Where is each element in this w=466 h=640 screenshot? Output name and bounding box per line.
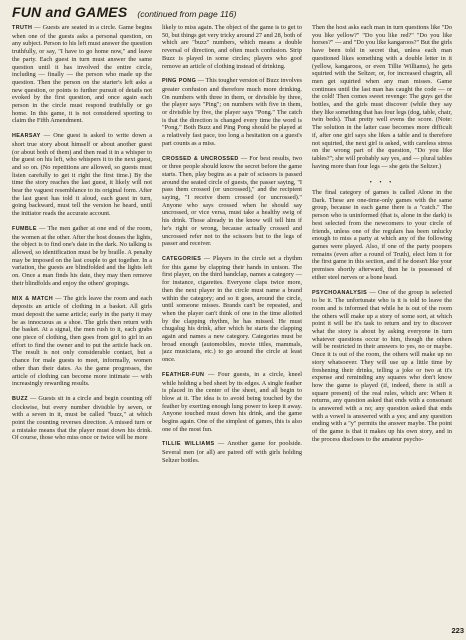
- game-name: MIX & MATCH: [12, 295, 54, 302]
- paragraph: [12, 395, 152, 442]
- paragraph-text: Then the host asks each man in turn questions like "Do you like yellow?" "Do you like red?" "Do you like horses?" — and "Do you like kangaroos?" But the girls have been told in secret that, unless each man questioned likes something with a double letter in it (yellow, kangaroos, or even Tillie Williams), he gets squirted with the Seltzer, or, for increased chagrin, all men get squirted when any man misses. Game continues until the last man has caught the code — or the cold! Then comes sweet revenge: The guys get the bottles, and the girls must discover (while they say they like something that has four legs (dog, table, chair, twin beds). That pretty well evens the score. (Note: The solution in the latter case becomes more difficult if, after one girl says she likes a table and is therefore not squirted, the next girl is asked, with careless stress on the wrong part of the question, "Do you like tables?"; she will probably say yes, and — plural tables having more than four legs — she gets the Seltzer.): [312, 24, 452, 170]
- paragraph: [162, 255, 302, 364]
- game-name: BUZZ: [12, 395, 28, 402]
- paragraph-gap: [12, 125, 152, 132]
- paragraph-gap: [162, 148, 302, 155]
- paragraph-text: — One of the group is selected to be it. The unfortunate who is it is told to leave the room and is informed that while he is out of the room the others will make up a story of some sort, at which point it will be it's task to return and try to discover what the story is about by asking everyone in turn whatever questions occur to him, though the others will be restricted in their answers to yes, no or maybe. Once it is out of the room, the others will make up no story whatsoever. They will use up a little time by freshening their drinks, telling a joke or two at it's expense and reminding any squares who don't know how the game is played (if, indeed, there is still a square present) of the real rules, which are: When it returns, any question asked that ends with a consonant is answered with a no; any question asked that ends with a vowel is answered with a yes; and any question ending with a "y" permits the answer maybe. The point of the game is that it makes up his own story, and in the process discloses to the amateur psycho-: [312, 288, 452, 443]
- paragraph: [12, 295, 152, 388]
- paragraph-gap: [162, 364, 302, 371]
- paragraph-gap: [162, 70, 302, 77]
- paragraph-text: — Guests are seated in a circle. Game begins when one of the guests asks a personal question, on any subject. Person to his left must answer the question truthfully, or say, "I have to go home now," and leave the party. Each guest in turn must answer the same question until it has involved the entire circle, including — finally — the person who made up the question. Then the person on the starter's left asks a new question, or points to further pursuit of details not evoked by the first question, and once again each person in the circle must respond truthfully or go home. In this game, it is not considered sporting to claim the Fifth Amendment.: [12, 24, 152, 125]
- paragraph: [162, 24, 302, 70]
- page-number: 223: [451, 626, 464, 635]
- game-name: CROSSED & UNCROSSED: [162, 155, 239, 162]
- paragraph: [162, 155, 302, 248]
- paragraph-gap: [162, 433, 302, 440]
- game-name: PSYCHOANALYSIS: [312, 289, 368, 296]
- column-middle: [162, 24, 302, 634]
- paragraph: [312, 24, 452, 170]
- page-title: FUN and GAMES: [12, 4, 128, 20]
- paragraph: [12, 225, 152, 288]
- article-columns: [12, 24, 452, 634]
- paragraph: [162, 77, 302, 147]
- game-name: PING PONG: [162, 78, 197, 85]
- paragraph-text: — Another game for poolside. Several men (or all) are paired off with girls holding Seltzer bottles.: [162, 440, 302, 464]
- paragraph-text: — The girls leave the room and each deposits an article of clothing in a basket. All girls must deposit the same article; early in the party it may be as innocuous as a shoe. The girls then return with the basket. At a signal, the men rush to it, each grabs one piece of clothing, then goes from girl to girl in an effort to find the owner and to put the article back on. The result is not only considerable contact, but a chance for male guests to meet, informally, women other than their dates. As the game progresses, the article of clothing can become more intimate — with increasingly rewarding results.: [12, 294, 152, 388]
- game-name: CATEGORIES: [162, 255, 202, 262]
- paragraph-text: — The men gather at one end of the room, the women at the other. After the host douses the lights, the object is to find one's date in the dark. No talking is allowed, so identification must be by braille. A penalty may be imposed on the last couple to get together. In a variation, the guests are blindfolded and the lights left on. Once a man finds his date, they may then remove their blindfolds and enjoy the others' gropings.: [12, 224, 152, 287]
- paragraph: [162, 440, 302, 464]
- paragraph: [162, 371, 302, 434]
- paragraph-text: — Four guests, in a circle, kneel while holding a bed sheet by its edges. A single feather is placed in the center of the sheet, and all begin to blow at it. The idea is to avoid being touched by the feather by exerting enough lung power to keep it away. Anyone touched must down his drink, and the game begins again. One of the simplest of games, this is also one of the most fun.: [162, 370, 302, 433]
- paragraph-gap: [162, 248, 302, 255]
- section-divider: • • •: [369, 179, 395, 187]
- game-name: FEATHER-FUN: [162, 371, 205, 378]
- paragraph-gap: [12, 218, 152, 225]
- paragraph: [12, 132, 152, 218]
- game-name: TRUTH: [12, 25, 33, 31]
- game-name: HEARSAY: [12, 133, 41, 140]
- game-name: TILLIE WILLIAMS: [162, 441, 215, 448]
- continued-note: (continued from page 116): [137, 9, 237, 19]
- column-right: [312, 24, 452, 634]
- game-name: FUMBLE: [12, 225, 37, 232]
- paragraph-text: — One guest is asked to write down a short true story about himself or about another guest (or about both of them) and then read it in a whisper to the guest on his left, who whispers it to the next guest, and so on. (No repetitions are allowed, so guests must listen carefully to get it right the first time.) By the time the story reaches the last guest, it likely will not bear the vaguest resemblance to its original form. After the last guest has told it aloud, each guest in turn, going backward, must tell the version he heard, until the initiator reads the accurate account.: [12, 132, 152, 218]
- paragraph: [312, 189, 452, 281]
- paragraph-gap: [312, 170, 452, 177]
- paragraph-text: — Guests sit in a circle and begin counting off clockwise, but every number divisible by seven, or with a seven in it, must be called "buzz," at which point the counting reverses direction. A missed turn or a mistake means that the player must down his drink. Of course, those who miss once or twice will be more: [12, 394, 152, 442]
- paragraph-gap: [312, 282, 452, 289]
- paragraph-text: — This tougher version of Buzz involves greater confusion and therefore much more drinking. On numbers with three in them, or divisible by three, the player says "Ping"; on numbers with five in them, or divisible by five, the player says "Pong." The catch is that the direction is changed every time the word is "Pong." Both Buzz and Ping Pong should be played at a relatively fast pace, too long a hesitation on a guest's part counts as a miss.: [162, 77, 302, 147]
- page-header: [12, 4, 462, 24]
- paragraph-gap: [12, 288, 152, 295]
- paragraph-text: The final category of games is called Alone in the Dark. These are one-time-only games with the same group, because in each game there is a "catch." The person who is uninformed (that is, alone in the dark) is best selected from the newcomers to your circle of friends, unless one of the regulars has been unlucky enough to miss a party at which any of the following games were played. Also, if one of the party poopers remains (even after a round of Truth), elect him it for the first game in this section, and if he doesn't like your premises shortly afterward, then he is possessed of either steel nerves or a bone head.: [312, 189, 452, 281]
- column-left: [12, 24, 152, 634]
- paragraph-text: — Players in the circle set a rhythm for this game by clapping their hands in unison. The first player, on the third handclap, names a category — for instance, cigarettes. Everyone claps twice more, then the next player in the circle must name a brand within the category; and so it goes, around the circle, until someone misses. Brands can't be repeated, and when the player can't think of one in the time allotted by the clapping rhythm, he has missed. He must chugalug his drink, after which he starts the clapping again and names a new category. Categories must be broad enough (automobiles, movie titles, mammals, jazz musicians, etc.) to go around the circle at least once.: [162, 254, 302, 364]
- paragraph: [312, 289, 452, 444]
- paragraph-text: likely to miss again. The object of the game is to get to 50, but things get very tricky around 27 and 28, both of which are "buzz" numbers, which means a double reversal of direction, and often much confusion. Strip Buzz is played in some circles; players who goof remove an article of clothing instead of drinking.: [162, 24, 302, 70]
- paragraph: [12, 24, 152, 125]
- paragraph-text: — For best results, two or three people should know the secret before the game starts. Then, play begins as a pair of scissors is passed around the seated circle of guests, the passer saying, "I pass them crossed (or uncrossed)," and the recipient saying, "I receive them crossed (or uncrossed)." Anyone who says crossed when he should say uncrossed, or vice versa, must take a healthy swig of his drink. Those already in the know will tell him if he's right or wrong, because actually crossed and uncrossed refer not to the scissors but to the legs of passer and receiver.: [162, 154, 302, 248]
- paragraph-gap: [12, 388, 152, 395]
